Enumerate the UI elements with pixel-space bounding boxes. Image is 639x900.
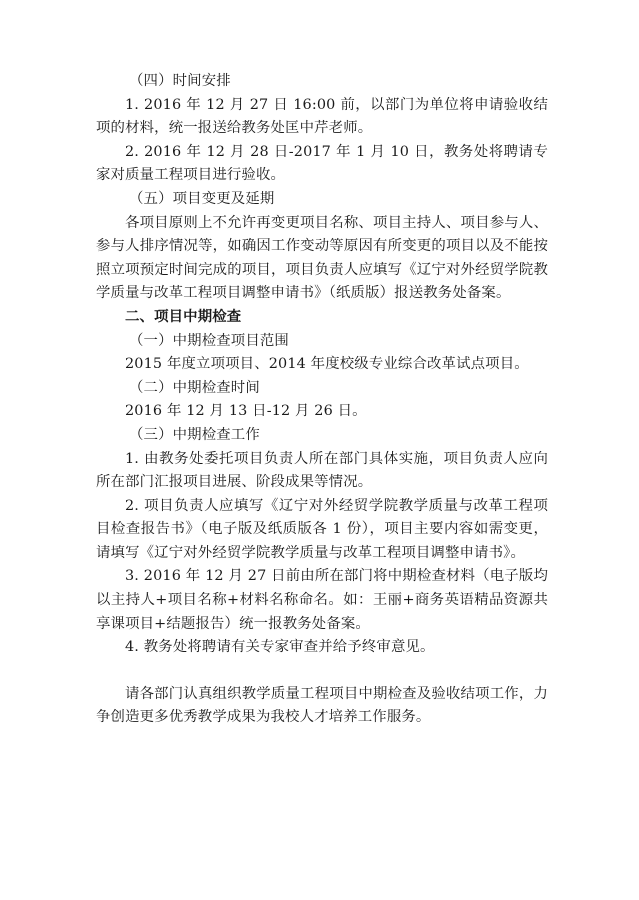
work1-paragraph: 1. 由教务处委托项目负责人所在部门具体实施，项目负责人应向所在部门汇报项目进展、阶段成果等情况。 [96,450,548,491]
work4-paragraph: 4. 教务处将聘请有关专家审查并给予终审意见。 [125,639,435,656]
change-paragraph: 各项目原则上不允许再变更项目名称、项目主持人、项目参与人、参与人排序情况等，如确因工作变动等原因有所变更的项目以及不能按照立项预定时间完成的项目，项目负责人应填写《辽宁对外经贸学院教学质量与改革工程项目调整申请书》（纸质版）报送教务处备案。 [96,214,548,302]
document-body [96,70,548,730]
sub3-heading: （三）中期检查工作 [129,426,260,443]
section2-heading: 二、项目中期检查 [125,308,242,325]
item1-paragraph: 1. 2016 年 12 月 27 日 16:00 前，以部门为单位将申请验收结项的材料，统一报送给教务处匡中芹老师。 [96,96,548,137]
sub2-heading: （二）中期检查时间 [129,379,260,396]
closing-paragraph: 请各部门认真组织教学质量工程项目中期检查及验收结项工作，力争创造更多优秀教学成果为我校人才培养工作服务。 [96,685,548,726]
sub5-heading: （五）项目变更及延期 [129,190,275,207]
scope-paragraph: 2015 年度立项项目、2014 年度校级专业综合改革试点项目。 [125,356,529,373]
sub1-heading: （一）中期检查项目范围 [129,332,289,349]
item2-paragraph: 2. 2016 年 12 月 28 日-2017 年 1 月 10 日，教务处将聘请专家对质量工程项目进行验收。 [96,143,548,184]
time-paragraph: 2016 年 12 月 13 日-12 月 26 日。 [125,403,367,420]
sub4-heading: （四）时间安排 [129,73,231,89]
work3-paragraph: 3. 2016 年 12 月 27 日前由所在部门将中期检查材料（电子版均以主持人+项目名称+材料名称命名。如：王丽+商务英语精品资源共享课项目+结题报告）统一报教务处备案。 [96,568,548,632]
work2-paragraph: 2. 项目负责人应填写《辽宁对外经贸学院教学质量与改革工程项目检查报告书》（电子版及纸质版各 1 份），项目主要内容如需变更，请填写《辽宁对外经贸学院教学质量与改革工程项目调整申请书》。 [96,497,548,561]
